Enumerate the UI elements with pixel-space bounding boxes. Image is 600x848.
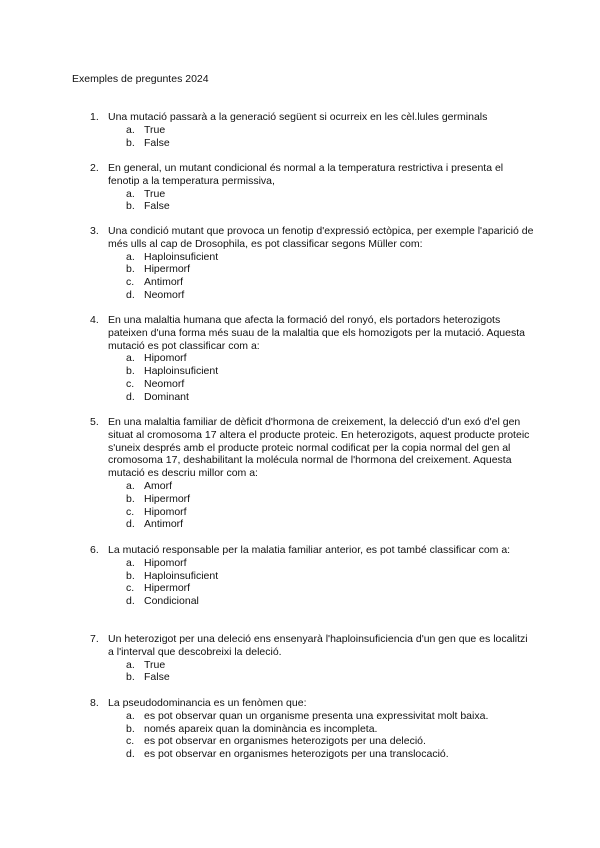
question-text: La pseudodominancia es un fenòmen que: (108, 697, 307, 709)
option-item (126, 188, 535, 201)
option-letter: b. (126, 722, 135, 735)
option-letter: b. (126, 492, 135, 505)
question-number: 8. (90, 697, 99, 709)
options-list (126, 352, 535, 403)
question-2 (90, 162, 535, 213)
option-letter: a. (126, 187, 135, 200)
options-list (126, 710, 535, 761)
question-4 (90, 314, 535, 404)
question-text: Un heterozigot per una deleció ens ensenyarà l'haploinsuficiencia d'un gen que es localitzi a l'interval que descobreixi la deleció. (108, 633, 528, 658)
option-text: False (144, 671, 170, 684)
option-item (126, 137, 535, 150)
option-item (126, 493, 535, 506)
option-item (126, 506, 535, 519)
option-text: Dominant (144, 390, 189, 403)
option-item (126, 124, 535, 137)
option-item (126, 723, 535, 736)
option-item (126, 671, 535, 684)
option-item (126, 352, 535, 365)
option-letter: c. (126, 582, 135, 595)
option-letter: a. (126, 250, 135, 263)
option-letter: b. (126, 136, 135, 149)
option-text: True (144, 187, 166, 200)
option-text: només apareix quan la dominància es incompleta. (144, 722, 378, 735)
question-6 (90, 544, 535, 608)
option-item (126, 518, 535, 531)
option-letter: b. (126, 671, 135, 684)
option-letter: b. (126, 569, 135, 582)
option-text: Condicional (144, 595, 199, 608)
option-text: False (144, 200, 170, 213)
option-item (126, 289, 535, 302)
option-text: Antimorf (144, 518, 184, 531)
option-text: Haploinsuficient (144, 365, 219, 378)
option-item (126, 263, 535, 276)
question-text: En general, un mutant condicional és normal a la temperatura restrictiva i presenta el fenotip a la temperatura permissiva, (108, 162, 504, 187)
options-list (126, 251, 535, 302)
question-text: Una condició mutant que provoca un fenotip d'expressió ectòpica, per exemple l'aparició de més ulls al cap de Drosophila, es pot classificar segons Müller com: (108, 225, 534, 250)
options-list (126, 659, 535, 685)
option-item (126, 659, 535, 672)
question-number: 6. (90, 544, 99, 556)
option-text: es pot observar en organismes heterozigots per una deleció. (144, 735, 426, 748)
question-7 (90, 633, 535, 684)
question-3 (90, 225, 535, 302)
option-text: Hipermorf (144, 582, 191, 595)
option-item (126, 710, 535, 723)
option-letter: a. (126, 658, 135, 671)
option-text: es pot observar quan un organisme presenta una expressivitat molt baixa. (144, 709, 489, 722)
option-item (126, 595, 535, 608)
option-text: Neomorf (144, 288, 185, 301)
page-title: Exemples de preguntes 2024 (72, 73, 209, 85)
option-item (126, 365, 535, 378)
question-1 (90, 111, 535, 149)
option-letter: b. (126, 365, 135, 378)
option-text: Hipermorf (144, 492, 191, 505)
option-letter: d. (126, 288, 135, 301)
option-letter: a. (126, 709, 135, 722)
option-item (126, 748, 535, 761)
option-text: Hipermorf (144, 263, 191, 276)
option-text: False (144, 136, 170, 149)
option-letter: a. (126, 123, 135, 136)
option-letter: c. (126, 735, 135, 748)
option-item (126, 378, 535, 391)
question-number: 5. (90, 416, 99, 428)
question-8 (90, 697, 535, 761)
option-item (126, 391, 535, 404)
option-text: Haploinsuficient (144, 569, 219, 582)
question-number: 1. (90, 111, 99, 123)
option-item (126, 480, 535, 493)
option-item (126, 557, 535, 570)
option-text: Hipomorf (144, 505, 187, 518)
question-text: En una malaltia familiar de dèficit d'hormona de creixement, la delecció d'un exó d'el gen situat al cromosoma 17 altera el producte proteic. En heterozigots, aquest producte proteic s'uneix després amb el producte proteic normal codificat per la copia normal del gen al cromosoma 17, deshabilitant la molécula normal de l'hormona del creixement. Aquesta mutació es descriu millor com a: (108, 416, 530, 480)
option-text: True (144, 658, 166, 671)
option-letter: d. (126, 595, 135, 608)
option-item (126, 582, 535, 595)
question-number: 2. (90, 162, 99, 174)
option-item (126, 276, 535, 289)
option-text: Haploinsuficient (144, 250, 219, 263)
question-number: 7. (90, 633, 99, 645)
question-text: La mutació responsable per la malatia familiar anterior, es pot també classificar com a: (108, 544, 511, 556)
option-letter: c. (126, 377, 135, 390)
options-list (126, 188, 535, 214)
question-5 (90, 416, 535, 531)
option-letter: d. (126, 390, 135, 403)
option-item (126, 200, 535, 213)
question-number: 4. (90, 314, 99, 326)
option-text: Hipomorf (144, 556, 187, 569)
question-text: Una mutació passarà a la generació següent si ocurreix en les cèl.lules germinals (108, 111, 488, 123)
option-letter: d. (126, 748, 135, 761)
options-list (126, 480, 535, 531)
options-list (126, 557, 535, 608)
option-letter: b. (126, 263, 135, 276)
option-item (126, 570, 535, 583)
option-text: Amorf (144, 479, 173, 492)
options-list (126, 124, 535, 150)
option-item (126, 251, 535, 264)
option-text: True (144, 123, 166, 136)
option-letter: c. (126, 505, 135, 518)
option-text: Neomorf (144, 377, 185, 390)
option-item (126, 735, 535, 748)
option-text: Antimorf (144, 276, 184, 289)
option-letter: a. (126, 352, 135, 365)
option-text: Hipomorf (144, 352, 187, 365)
option-letter: a. (126, 556, 135, 569)
option-letter: b. (126, 200, 135, 213)
option-letter: d. (126, 518, 135, 531)
question-text: En una malaltia humana que afecta la formació del ronyó, els portadors heterozigots pateixen d'una forma més suau de la malaltia que els homozigots per la mutació. Aquesta mutació es pot classificar com a: (108, 314, 525, 352)
question-number: 3. (90, 225, 99, 237)
option-text: es pot observar en organismes heterozigots per una translocació. (144, 748, 449, 761)
option-letter: a. (126, 479, 135, 492)
option-letter: c. (126, 276, 135, 289)
